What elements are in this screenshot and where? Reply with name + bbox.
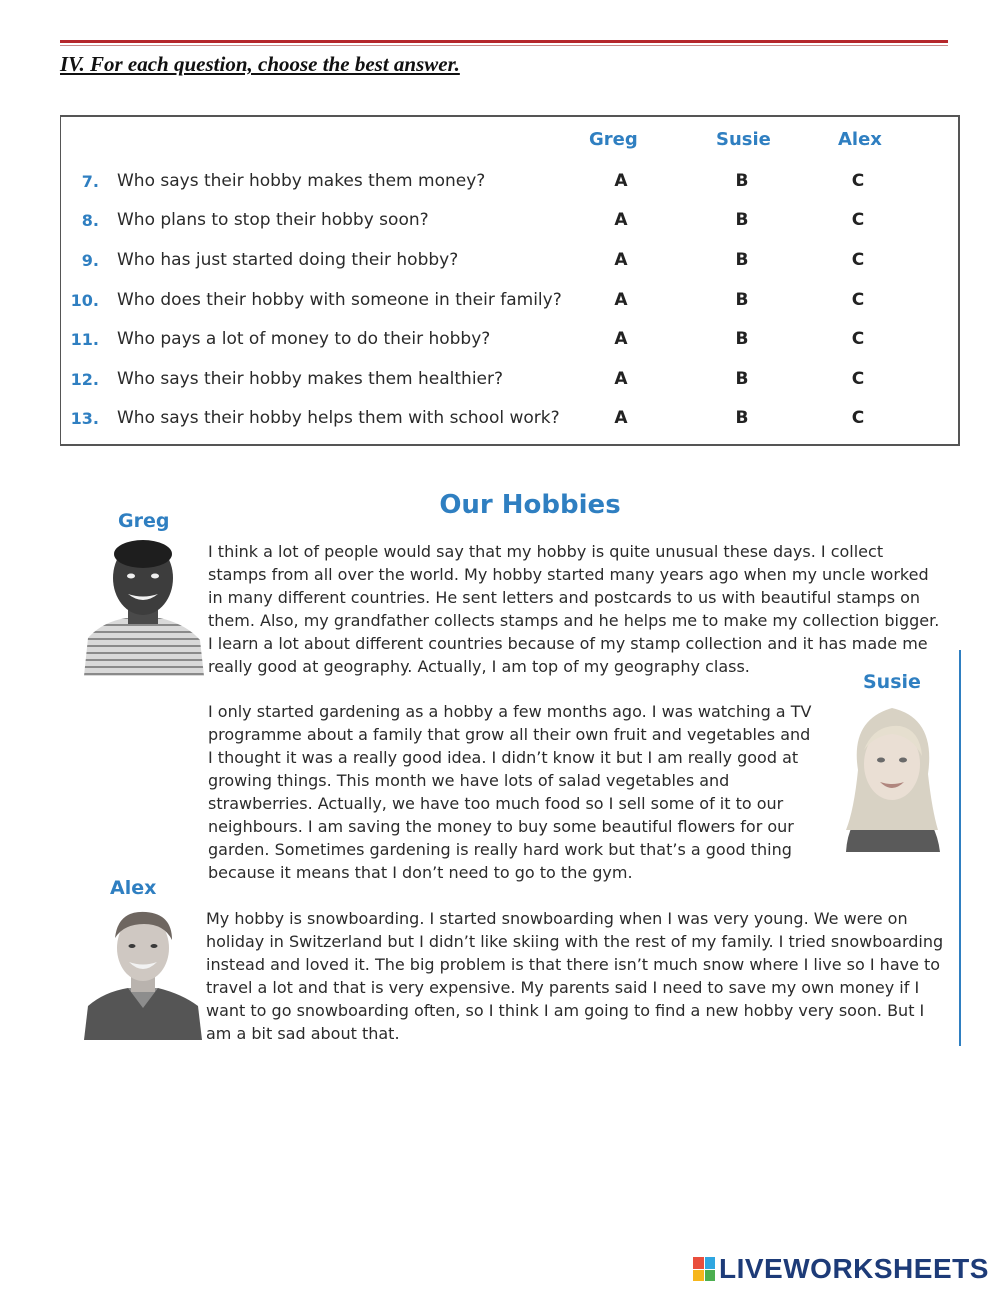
question-text: Who says their hobby helps them with school work?	[117, 408, 560, 428]
question-row-11	[61, 321, 957, 361]
option-b[interactable]: B	[735, 250, 749, 270]
greg-photo	[82, 536, 204, 676]
question-text: Who does their hobby with someone in their family?	[117, 290, 562, 310]
alex-photo	[84, 902, 202, 1040]
liveworksheets-wordmark: LIVEWORKSHEETS	[719, 1253, 989, 1284]
question-row-10	[61, 282, 957, 322]
option-a[interactable]: A	[614, 171, 628, 191]
column-header-susie: Susie	[716, 129, 771, 150]
questions-table	[60, 115, 960, 446]
susie-name: Susie	[863, 671, 921, 693]
question-text: Who says their hobby makes them money?	[117, 171, 486, 191]
option-b[interactable]: B	[735, 171, 749, 191]
question-text: Who has just started doing their hobby?	[117, 250, 459, 270]
option-b[interactable]: B	[735, 408, 749, 428]
option-c[interactable]: C	[851, 369, 865, 389]
option-a[interactable]: A	[614, 369, 628, 389]
question-number: 13.	[70, 409, 99, 428]
top-red-rule-thin	[60, 45, 948, 46]
option-c[interactable]: C	[851, 171, 865, 191]
question-number: 9.	[81, 251, 99, 270]
question-text: Who plans to stop their hobby soon?	[117, 210, 429, 230]
question-number: 10.	[70, 291, 99, 310]
option-c[interactable]: C	[851, 290, 865, 310]
question-row-8	[61, 202, 957, 242]
question-row-9	[61, 242, 957, 282]
question-number: 11.	[70, 330, 99, 349]
question-row-13	[61, 400, 957, 440]
liveworksheets-logo	[693, 1253, 989, 1285]
option-a[interactable]: A	[614, 250, 628, 270]
greg-name: Greg	[118, 510, 170, 532]
question-row-7	[61, 163, 957, 203]
option-c[interactable]: C	[851, 408, 865, 428]
option-a[interactable]: A	[614, 290, 628, 310]
column-header-alex: Alex	[838, 129, 882, 150]
liveworksheets-icon	[693, 1257, 715, 1281]
column-header-greg: Greg	[589, 129, 638, 150]
option-c[interactable]: C	[851, 250, 865, 270]
alex-paragraph: My hobby is snowboarding. I started snowboarding when I was very young. We were on holiday in Switzerland but I didn’t like skiing with the rest of my family. I tried snowboarding instead and loved it. The big problem is that there isn’t much snow where I live so I have to travel a lot and that is very expensive. My parents said I need to save my own money if I want to go snowboarding often, so I think I am going to find a new hobby very soon. But I am a bit sad about that.	[206, 909, 944, 1043]
option-c[interactable]: C	[851, 329, 865, 349]
alex-name: Alex	[110, 877, 157, 899]
option-b[interactable]: B	[735, 369, 749, 389]
susie-paragraph: I only started gardening as a hobby a few months ago. I was watching a TV programme about a family that grow all their own fruit and vegetables and I thought it was a really good idea. I didn’t know it but I am really good at growing things. This month we have lots of salad vegetables and strawberries. Actually, we have too much food so I sell some of it to our neighbours. I am saving the money to buy some beautiful flowers for our garden. Sometimes gardening is really hard work but that’s a good thing because it means that I don’t need to go to the gym.	[208, 702, 812, 882]
option-a[interactable]: A	[614, 329, 628, 349]
question-text: Who pays a lot of money to do their hobby?	[117, 329, 491, 349]
susie-photo	[828, 700, 956, 852]
option-b[interactable]: B	[735, 329, 749, 349]
question-number: 8.	[81, 211, 99, 230]
option-b[interactable]: B	[735, 210, 749, 230]
top-red-rule	[60, 40, 948, 43]
option-a[interactable]: A	[614, 408, 628, 428]
reading-title: Our Hobbies	[439, 490, 621, 520]
greg-paragraph: I think a lot of people would say that my hobby is quite unusual these days. I collect stamps from all over the world. My hobby started many years ago when my uncle worked in many different countries. He sent letters and postcards to us with beautiful stamps on them. Also, my grandfather collects stamps and he helps me to make my collection bigger. I learn a lot about different countries because of my stamp collection and it has made me really good at geography. Actually, I am top of my geography class.	[208, 542, 940, 676]
blue-side-rule	[959, 650, 961, 1046]
option-c[interactable]: C	[851, 210, 865, 230]
question-row-12	[61, 361, 957, 401]
option-a[interactable]: A	[614, 210, 628, 230]
question-text: Who says their hobby makes them healthier?	[117, 369, 504, 389]
instruction-heading: IV. For each question, choose the best answer.	[60, 52, 460, 76]
option-b[interactable]: B	[735, 290, 749, 310]
question-number: 7.	[81, 172, 99, 191]
question-number: 12.	[70, 370, 99, 389]
